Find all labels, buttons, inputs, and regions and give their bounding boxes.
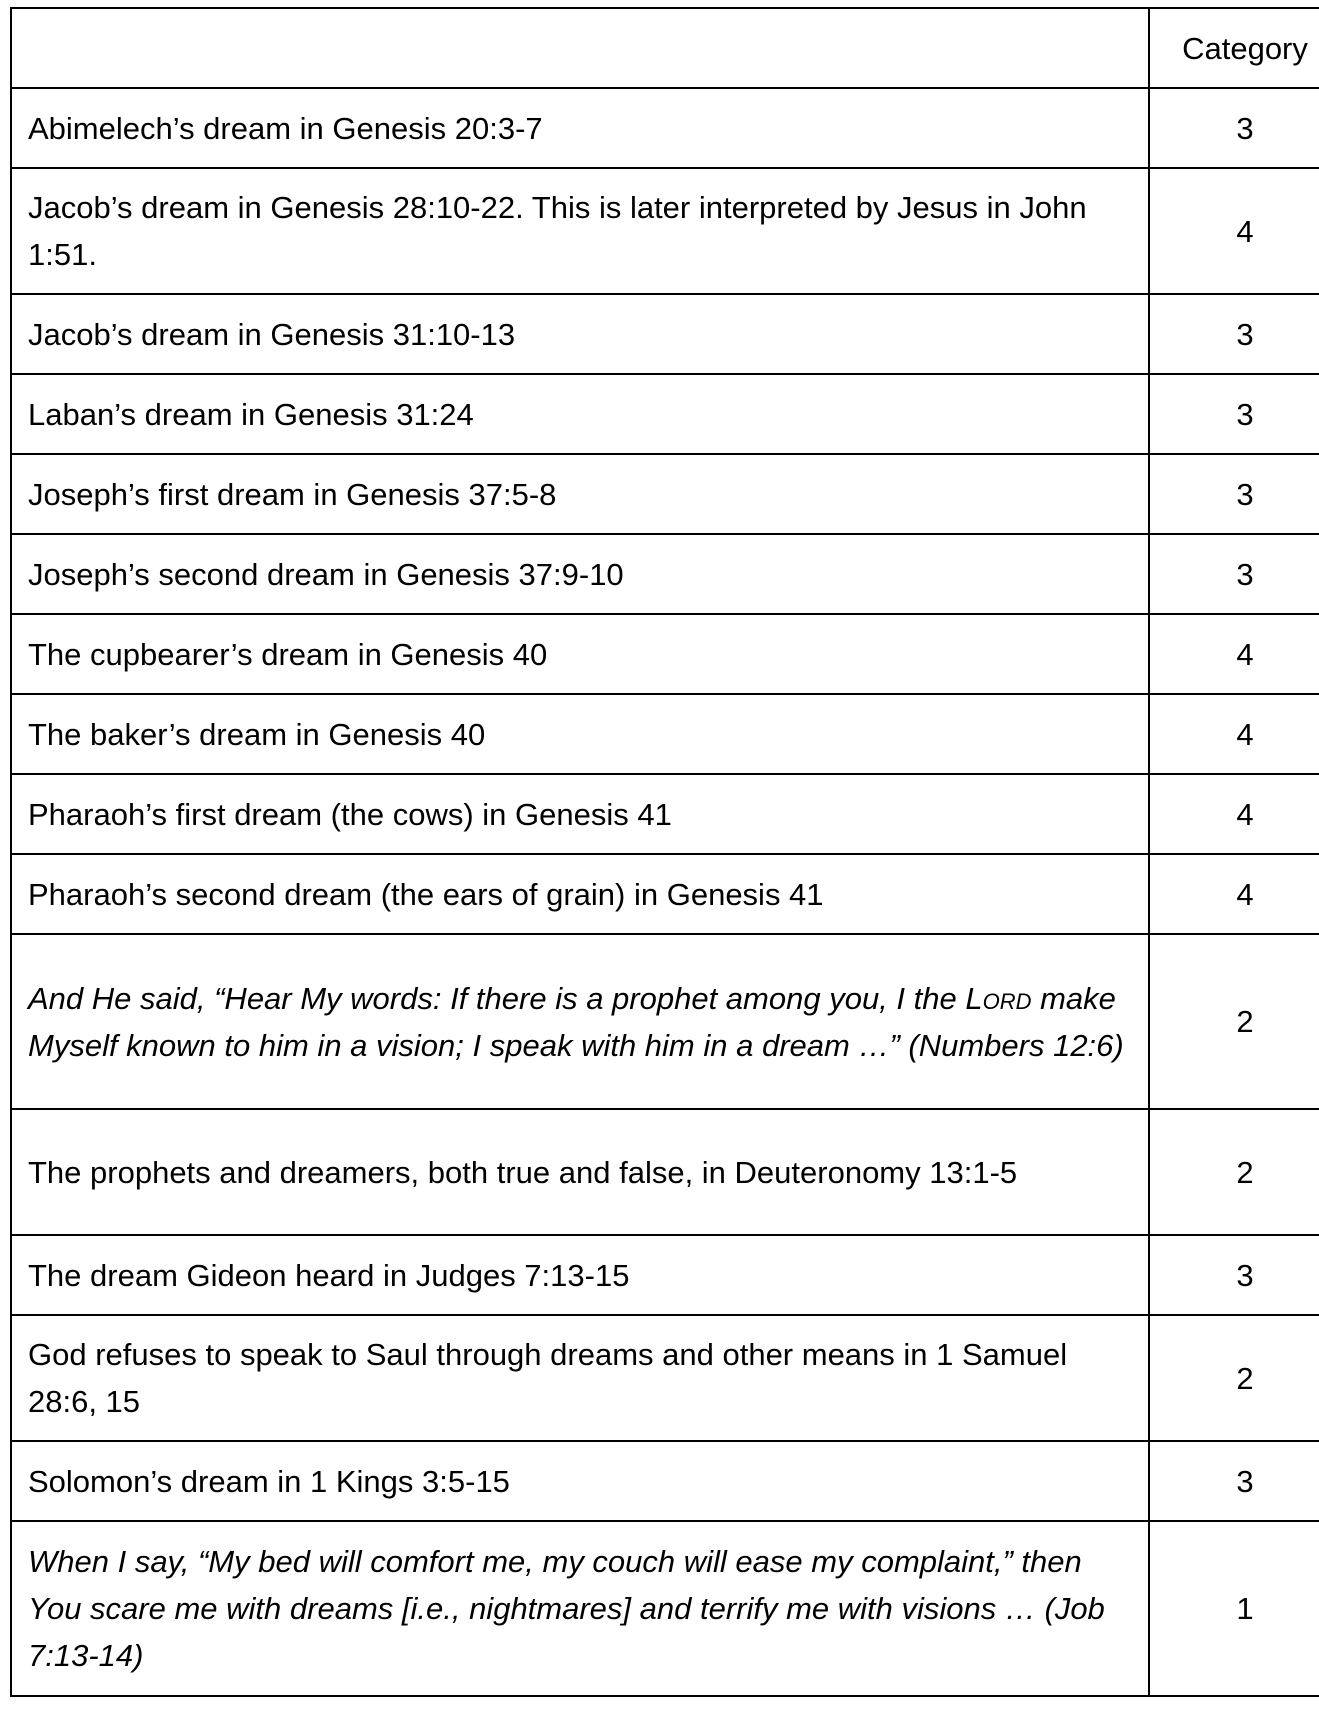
- row-category: 4: [1149, 614, 1319, 694]
- table-row: [11, 88, 1319, 168]
- row-description-quote: [11, 934, 1149, 1109]
- table-row: [11, 1441, 1319, 1521]
- row-category: 4: [1149, 854, 1319, 934]
- row-description-quote: When I say, “My bed will comfort me, my couch will ease my complaint,” then You scare me with dreams [i.e., nightmares] and terrify me with visions … (Job 7:13-14): [11, 1521, 1149, 1696]
- header-category-cell: Category: [1149, 8, 1319, 88]
- row-description: Pharaoh’s second dream (the ears of grain) in Genesis 41: [11, 854, 1149, 934]
- row-category: 3: [1149, 1441, 1319, 1521]
- row-category: 2: [1149, 1315, 1319, 1441]
- table-row: [11, 374, 1319, 454]
- table-row: [11, 1315, 1319, 1441]
- table-row: [11, 1109, 1319, 1235]
- row-description: The prophets and dreamers, both true and false, in Deuteronomy 13:1-5: [11, 1109, 1149, 1235]
- row-description: Jacob’s dream in Genesis 31:10-13: [11, 294, 1149, 374]
- row-description: Solomon’s dream in 1 Kings 3:5-15: [11, 1441, 1149, 1521]
- row-category: 3: [1149, 1235, 1319, 1315]
- table-row: [11, 454, 1319, 534]
- row-category: 2: [1149, 934, 1319, 1109]
- quote-lord-smallcaps: Lord: [965, 980, 1032, 1016]
- row-category: 3: [1149, 294, 1319, 374]
- table-row: [11, 774, 1319, 854]
- table-row: [11, 1521, 1319, 1696]
- quote-text-start: And He said, “Hear My words: If there is a prophet among you, I the: [28, 980, 966, 1016]
- row-description: Pharaoh’s first dream (the cows) in Genesis 41: [11, 774, 1149, 854]
- header-description-cell: [11, 8, 1149, 88]
- row-category: 2: [1149, 1109, 1319, 1235]
- table-header-row: [11, 8, 1319, 88]
- table-row: [11, 614, 1319, 694]
- row-category: 4: [1149, 694, 1319, 774]
- row-category: 3: [1149, 88, 1319, 168]
- table-row: [11, 168, 1319, 294]
- table-row: [11, 534, 1319, 614]
- row-category: 4: [1149, 168, 1319, 294]
- table-row: [11, 294, 1319, 374]
- row-description: Joseph’s second dream in Genesis 37:9-10: [11, 534, 1149, 614]
- dreams-table: [10, 7, 1319, 1697]
- row-description: Laban’s dream in Genesis 31:24: [11, 374, 1149, 454]
- row-description: God refuses to speak to Saul through dreams and other means in 1 Samuel 28:6, 15: [11, 1315, 1149, 1441]
- row-category: 3: [1149, 454, 1319, 534]
- table-row: [11, 854, 1319, 934]
- row-category: 3: [1149, 534, 1319, 614]
- table-row: [11, 694, 1319, 774]
- row-description: The dream Gideon heard in Judges 7:13-15: [11, 1235, 1149, 1315]
- row-description: Abimelech’s dream in Genesis 20:3-7: [11, 88, 1149, 168]
- row-description: The cupbearer’s dream in Genesis 40: [11, 614, 1149, 694]
- row-category: 4: [1149, 774, 1319, 854]
- row-category: 1: [1149, 1521, 1319, 1696]
- row-category: 3: [1149, 374, 1319, 454]
- row-description: The baker’s dream in Genesis 40: [11, 694, 1149, 774]
- table-row: [11, 934, 1319, 1109]
- row-description: Joseph’s first dream in Genesis 37:5-8: [11, 454, 1149, 534]
- quote-text-end: make Myself known to him in a vision; I speak with him in a dream …” (Numbers 12:6): [28, 980, 1124, 1063]
- row-description: Jacob’s dream in Genesis 28:10-22. This is later interpreted by Jesus in John 1:51.: [11, 168, 1149, 294]
- table-row: [11, 1235, 1319, 1315]
